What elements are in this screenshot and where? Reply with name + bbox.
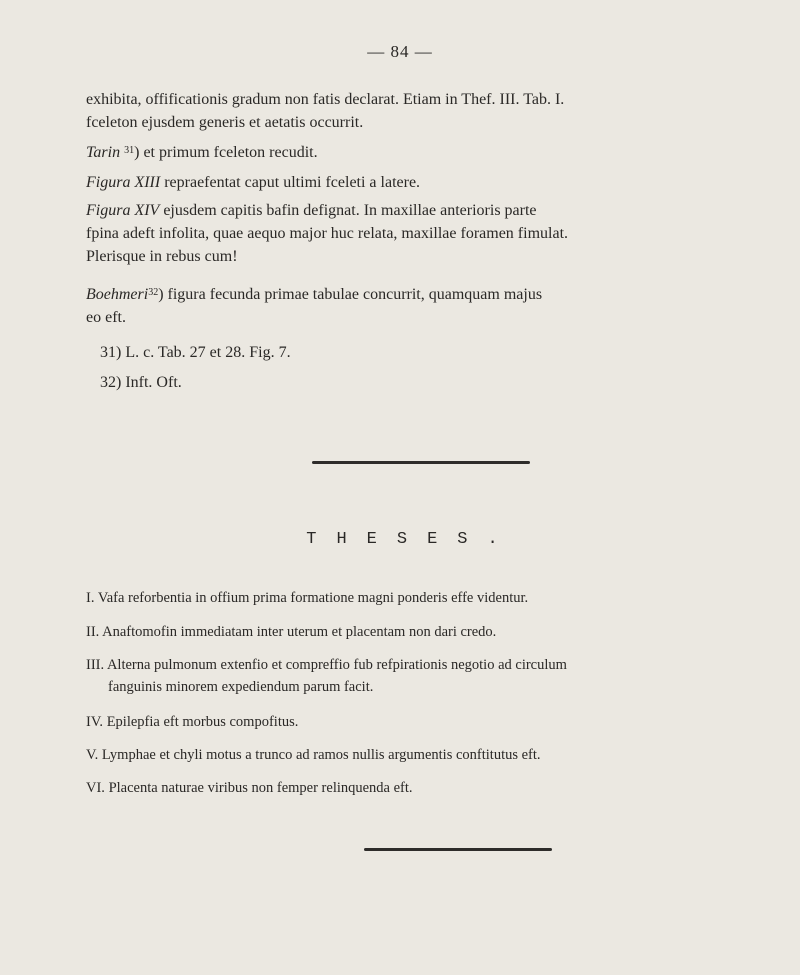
theses-heading: THESES. [306, 530, 518, 549]
paragraph-1-line-1: exhibita, offificationis gradum non fatis declarat. Etiam in Thef. III. Tab. I. [86, 91, 565, 108]
thesis-text: Alterna pulmonum extenfio et compreffio fub refpirationis negotio ad circulum [106, 657, 567, 673]
thesis-number: VI. [86, 780, 105, 796]
thesis-number: II. [86, 624, 100, 640]
figure-xiii-label: Figura XIII [86, 174, 161, 191]
closing-rule [364, 848, 552, 851]
thesis-6 [86, 777, 776, 799]
paragraph-5 [86, 283, 776, 329]
thesis-4 [86, 711, 776, 733]
thesis-1 [86, 587, 776, 609]
paragraph-3 [86, 170, 776, 195]
footnote-31: 31) L. c. Tab. 27 et 28. Fig. 7. [100, 344, 291, 361]
divider-rule [312, 461, 530, 464]
author-tarin: Tarin [86, 144, 121, 161]
thesis-5 [86, 744, 776, 766]
paragraph-2 [86, 140, 776, 165]
figure-xiv-label: Figura XIV [86, 202, 160, 219]
author-boehmeri: Boehmeri [86, 286, 149, 303]
paragraph-4-line-1: ejusdem capitis bafin defignat. In maxillae anterioris parte [159, 202, 537, 219]
footnote-32: 32) Inft. Oft. [100, 374, 182, 391]
thesis-text: Lymphae et chyli motus a trunco ad ramos nullis argumentis conftitutus eft. [101, 747, 541, 763]
paragraph-4 [86, 199, 776, 268]
page-number: — 84 — [367, 42, 433, 61]
thesis-text: Vafa reforbentia in offium prima formatione magni ponderis effe videntur. [97, 590, 529, 606]
paragraph-4-line-2: fpina adeft infolita, quae aequo major huc relata, maxillae foramen fimulat. [86, 225, 569, 242]
thesis-text-continued: fanguinis minorem expediendum parum facit. [108, 679, 374, 695]
thesis-number: I. [86, 590, 95, 606]
paragraph-2-text: ) et primum fceleton recudit. [134, 144, 318, 161]
thesis-number: IV. [86, 714, 104, 730]
footnote-ref-31: 31 [124, 145, 135, 156]
thesis-text: Anaftomofin immediatam inter uterum et placentam non dari credo. [102, 624, 497, 640]
thesis-text: Epilepfia eft morbus compofitus. [106, 714, 299, 730]
thesis-3 [86, 654, 776, 698]
paragraph-5-line-1: ) figura fecunda primae tabulae concurrit, quamquam majus [158, 286, 543, 303]
paragraph-5-line-2: eo eft. [86, 309, 126, 326]
thesis-text: Placenta naturae viribus non femper relinquenda eft. [108, 780, 413, 796]
footnote-ref-32: 32 [148, 287, 159, 298]
thesis-number: V. [86, 747, 99, 763]
paragraph-3-text: repraefentat caput ultimi fceleti a latere. [160, 174, 421, 191]
paragraph-1 [86, 88, 776, 134]
thesis-2 [86, 621, 776, 643]
paragraph-4-line-3: Plerisque in rebus cum! [86, 248, 238, 265]
paragraph-1-line-2: fceleton ejusdem generis et aetatis occurrit. [86, 114, 364, 131]
thesis-number: III. [86, 657, 105, 673]
